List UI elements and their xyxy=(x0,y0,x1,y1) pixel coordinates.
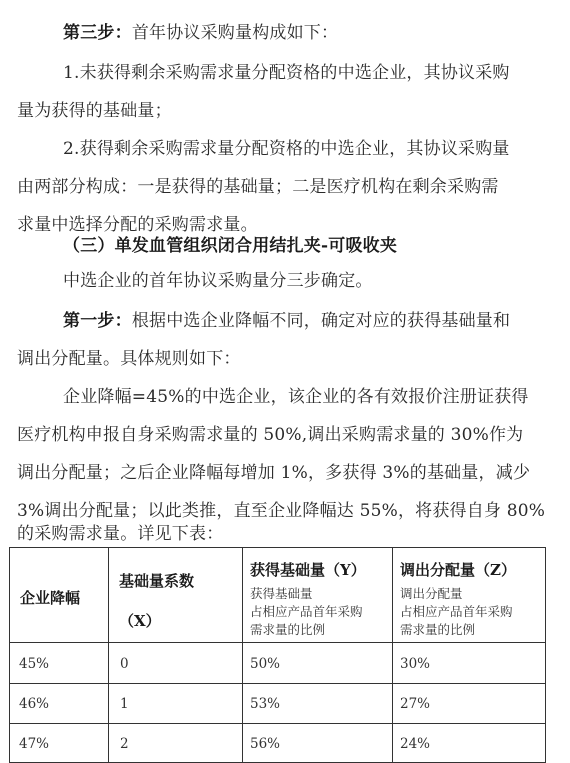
item2-line3: 求量中选择分配的采购需求量。 xyxy=(17,215,258,235)
row2-coef: 1 xyxy=(120,696,129,712)
item1-line2: 量为获得的基础量； xyxy=(17,101,172,121)
item2-line1: 2.获得剩余采购需求量分配资格的中选企业，其协议采购量 xyxy=(63,139,510,159)
header-base-desc2: 占相应产品首年采购 xyxy=(250,604,363,619)
row2-reduction: 46% xyxy=(19,696,50,712)
rule-line2: 医疗机构申报自身采购需求量的 50%,调出采购需求量的 30%作为 xyxy=(17,425,524,445)
step1-label: 第一步： xyxy=(63,311,132,331)
rule-line1: 企业降幅=45%的中选企业，该企业的各有效报价注册证获得 xyxy=(63,387,529,407)
table-rule-right xyxy=(545,547,546,763)
header-transfer: 调出分配量（Z） xyxy=(400,561,516,579)
step3-label: 第三步： xyxy=(63,23,132,43)
table-rule-row1 xyxy=(9,683,546,684)
rule-line5: 的采购需求量。详见下表： xyxy=(17,524,224,544)
rule-line4: 3%调出分配量；以此类推，直至企业降幅达 55%，将获得自身 80% xyxy=(17,501,546,521)
header-base-desc1: 获得基础量 xyxy=(250,586,313,601)
row1-reduction: 45% xyxy=(19,656,50,672)
step3-text: 首年协议采购量构成如下： xyxy=(131,23,339,43)
header-coef-symbol: （X） xyxy=(119,612,161,630)
row3-reduction: 47% xyxy=(19,736,50,752)
table-rule-header xyxy=(9,642,546,643)
step1-text: 根据中选企业降幅不同，确定对应的获得基础量和 xyxy=(131,311,511,331)
item1-line1: 1.未获得剩余采购需求量分配资格的中选企业，其协议采购 xyxy=(63,63,510,83)
row1-transfer: 30% xyxy=(400,656,431,672)
table-rule-col3 xyxy=(242,547,243,763)
table-rule-left xyxy=(9,547,10,763)
item2-line2: 由两部分构成：一是获得的基础量；二是医疗机构在剩余采购需 xyxy=(17,177,499,197)
header-transfer-desc3: 需求量的比例 xyxy=(400,622,476,637)
table-rule-top xyxy=(9,547,546,548)
header-coef: 基础量系数 xyxy=(119,572,195,590)
intro-line: 中选企业的首年协议采购量分三步确定。 xyxy=(63,271,373,291)
rule-line3: 调出分配量；之后企业降幅每增加 1%，多获得 3%的基础量，减少 xyxy=(17,463,531,483)
table-rule-col2 xyxy=(108,547,109,763)
step1-line xyxy=(63,310,510,332)
row3-base: 56% xyxy=(250,736,281,752)
header-base: 获得基础量（Y） xyxy=(250,561,366,579)
table-rule-col4 xyxy=(392,547,393,763)
row3-transfer: 24% xyxy=(400,736,431,752)
header-base-desc3: 需求量的比例 xyxy=(250,622,326,637)
reduction-table xyxy=(9,547,546,763)
header-transfer-desc1: 调出分配量 xyxy=(400,586,463,601)
row1-coef: 0 xyxy=(120,656,129,672)
row1-base: 50% xyxy=(250,656,281,672)
row2-base: 53% xyxy=(250,696,281,712)
table-rule-row2 xyxy=(9,723,546,724)
step1-line2: 调出分配量。具体规则如下： xyxy=(17,349,241,369)
header-reduction: 企业降幅 xyxy=(20,589,81,607)
row3-coef: 2 xyxy=(120,736,129,752)
row2-transfer: 27% xyxy=(400,696,431,712)
header-transfer-desc2: 占相应产品首年采购 xyxy=(400,604,513,619)
step3-line xyxy=(63,22,338,44)
section-heading: （三）单发血管组织闭合用结扎夹-可吸收夹 xyxy=(63,236,398,256)
